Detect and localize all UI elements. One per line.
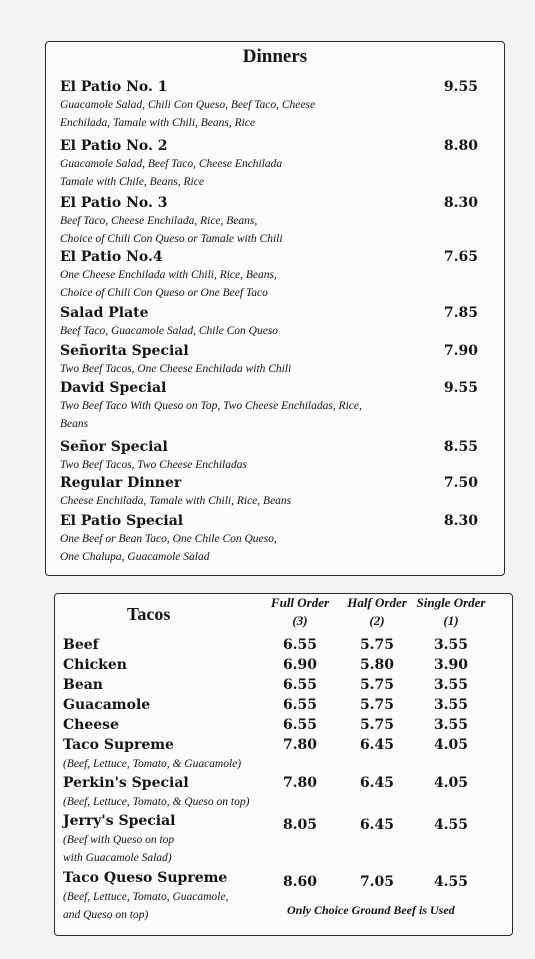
taco-name: Guacamole bbox=[63, 697, 151, 713]
dinner-item bbox=[60, 379, 500, 433]
taco-price: 4.55 bbox=[433, 817, 469, 833]
dinner-price: 7.50 bbox=[443, 475, 478, 491]
dinner-item bbox=[60, 78, 500, 132]
taco-item bbox=[63, 635, 503, 655]
dinners-title: Dinners bbox=[242, 46, 308, 67]
dinners-panel bbox=[45, 41, 505, 576]
taco-description: (Beef with Queso on top bbox=[63, 834, 175, 846]
taco-name: Taco Queso Supreme bbox=[63, 870, 228, 886]
dinner-item bbox=[60, 248, 500, 302]
dinner-name: El Patio No. 3 bbox=[60, 195, 168, 211]
dinner-description: Choice of Chili Con Queso or Tamale with Chili bbox=[60, 233, 283, 245]
taco-name: Perkin's Special bbox=[63, 775, 189, 791]
taco-price: 4.05 bbox=[433, 775, 469, 791]
dinner-price: 8.55 bbox=[443, 439, 478, 455]
dinner-name: Señor Special bbox=[60, 439, 168, 455]
dinner-name: El Patio No. 2 bbox=[60, 138, 168, 154]
tacos-title: Tacos bbox=[127, 604, 171, 624]
taco-price: 6.55 bbox=[282, 717, 318, 733]
taco-name: Bean bbox=[63, 677, 103, 693]
dinner-description: One Cheese Enchilada with Chili, Rice, Beans, bbox=[60, 269, 277, 281]
dinner-name: Salad Plate bbox=[60, 305, 149, 321]
tacos-panel bbox=[54, 593, 513, 936]
dinner-price: 8.30 bbox=[443, 195, 478, 211]
taco-price: 4.55 bbox=[433, 874, 469, 890]
taco-description: (Beef, Lettuce, Tomato, & Guacamole) bbox=[63, 758, 242, 770]
taco-price: 6.55 bbox=[282, 637, 318, 653]
dinner-description: Cheese Enchilada, Tamale with Chili, Rice, Beans bbox=[60, 495, 292, 507]
taco-price: 3.55 bbox=[433, 637, 469, 653]
dinner-name: El Patio No. 1 bbox=[60, 79, 168, 95]
dinner-name: El Patio No.4 bbox=[60, 249, 163, 265]
taco-price: 3.55 bbox=[433, 677, 469, 693]
taco-price: 6.45 bbox=[359, 817, 395, 833]
taco-price: 4.05 bbox=[433, 737, 469, 753]
dinner-description: Enchilada, Tamale with Chili, Beans, Rice bbox=[60, 117, 256, 129]
taco-name: Chicken bbox=[63, 657, 127, 673]
taco-item bbox=[63, 811, 503, 867]
taco-price: 8.60 bbox=[282, 874, 318, 890]
taco-price: 5.75 bbox=[359, 717, 395, 733]
taco-price: 3.90 bbox=[433, 657, 469, 673]
dinner-name: Señorita Special bbox=[60, 343, 189, 359]
taco-name: Beef bbox=[63, 637, 99, 653]
column-count: (3) bbox=[292, 613, 308, 628]
taco-name: Cheese bbox=[63, 717, 119, 733]
taco-price: 5.75 bbox=[359, 637, 395, 653]
dinner-price: 8.30 bbox=[443, 513, 478, 529]
taco-item bbox=[63, 655, 503, 675]
dinner-description: Two Beef Tacos, Two Cheese Enchiladas bbox=[60, 459, 247, 471]
taco-price: 5.75 bbox=[359, 677, 395, 693]
taco-description: with Guacamole Salad) bbox=[63, 852, 172, 864]
taco-column-header bbox=[406, 594, 496, 630]
taco-price: 6.45 bbox=[359, 737, 395, 753]
column-count: (1) bbox=[443, 613, 459, 628]
dinner-description: One Beef or Bean Taco, One Chile Con Queso, bbox=[60, 533, 277, 545]
dinner-item bbox=[60, 194, 500, 248]
dinner-item bbox=[60, 438, 500, 474]
taco-item bbox=[63, 675, 503, 695]
taco-name: Taco Supreme bbox=[63, 737, 174, 753]
taco-price: 5.80 bbox=[359, 657, 395, 673]
dinner-name: Regular Dinner bbox=[60, 475, 182, 491]
taco-price: 7.80 bbox=[282, 737, 318, 753]
dinner-price: 9.55 bbox=[443, 79, 478, 95]
taco-description: (Beef, Lettuce, Tomato, & Queso on top) bbox=[63, 796, 250, 808]
taco-item bbox=[63, 735, 503, 773]
dinner-description: Two Beef Taco With Queso on Top, Two Cheese Enchiladas, Rice, bbox=[60, 400, 362, 412]
taco-price: 8.05 bbox=[282, 817, 318, 833]
dinner-price: 9.55 bbox=[443, 380, 478, 396]
taco-description: and Queso on top) bbox=[63, 909, 149, 921]
dinner-description: Choice of Chili Con Queso or One Beef Taco bbox=[60, 287, 268, 299]
dinner-item bbox=[60, 474, 500, 510]
taco-description: (Beef, Lettuce, Tomato, Guacamole, bbox=[63, 891, 229, 903]
dinner-item bbox=[60, 137, 500, 191]
taco-price: 7.80 bbox=[282, 775, 318, 791]
dinner-item bbox=[60, 342, 500, 378]
taco-price: 6.55 bbox=[282, 697, 318, 713]
taco-price: 5.75 bbox=[359, 697, 395, 713]
taco-price: 7.05 bbox=[359, 874, 395, 890]
taco-price: 6.55 bbox=[282, 677, 318, 693]
dinner-description: Guacamole Salad, Beef Taco, Cheese Enchilada bbox=[60, 158, 283, 170]
taco-price: 3.55 bbox=[433, 697, 469, 713]
column-label: Single Order bbox=[416, 595, 486, 610]
dinner-price: 7.65 bbox=[443, 249, 478, 265]
dinner-description: Guacamole Salad, Chili Con Queso, Beef Taco, Cheese bbox=[60, 99, 316, 111]
dinner-price: 7.90 bbox=[443, 343, 478, 359]
dinner-description: Two Beef Tacos, One Cheese Enchilada with Chili bbox=[60, 363, 292, 375]
dinner-item bbox=[60, 304, 500, 340]
taco-name: Jerry's Special bbox=[63, 813, 176, 829]
taco-price: 3.55 bbox=[433, 717, 469, 733]
dinner-description: Beef Taco, Guacamole Salad, Chile Con Queso bbox=[60, 325, 279, 337]
column-count: (2) bbox=[369, 613, 385, 628]
taco-item bbox=[63, 695, 503, 715]
dinner-item bbox=[60, 512, 500, 566]
dinner-name: David Special bbox=[60, 380, 167, 396]
dinner-description: One Chalupa, Guacamole Salad bbox=[60, 551, 210, 563]
tacos-footnote: Only Choice Ground Beef is Used bbox=[287, 903, 455, 917]
taco-item bbox=[63, 715, 503, 735]
dinner-price: 8.80 bbox=[443, 138, 478, 154]
dinner-price: 7.85 bbox=[443, 305, 478, 321]
taco-price: 6.45 bbox=[359, 775, 395, 791]
dinner-description: Beef Taco, Cheese Enchilada, Rice, Beans, bbox=[60, 215, 258, 227]
dinner-name: El Patio Special bbox=[60, 513, 184, 529]
column-label: Full Order bbox=[270, 595, 330, 610]
dinner-description: Beans bbox=[60, 418, 89, 430]
dinner-description: Tamale with Chile, Beans, Rice bbox=[60, 176, 204, 188]
column-label: Half Order bbox=[347, 595, 407, 610]
taco-item bbox=[63, 773, 503, 811]
taco-price: 6.90 bbox=[282, 657, 318, 673]
